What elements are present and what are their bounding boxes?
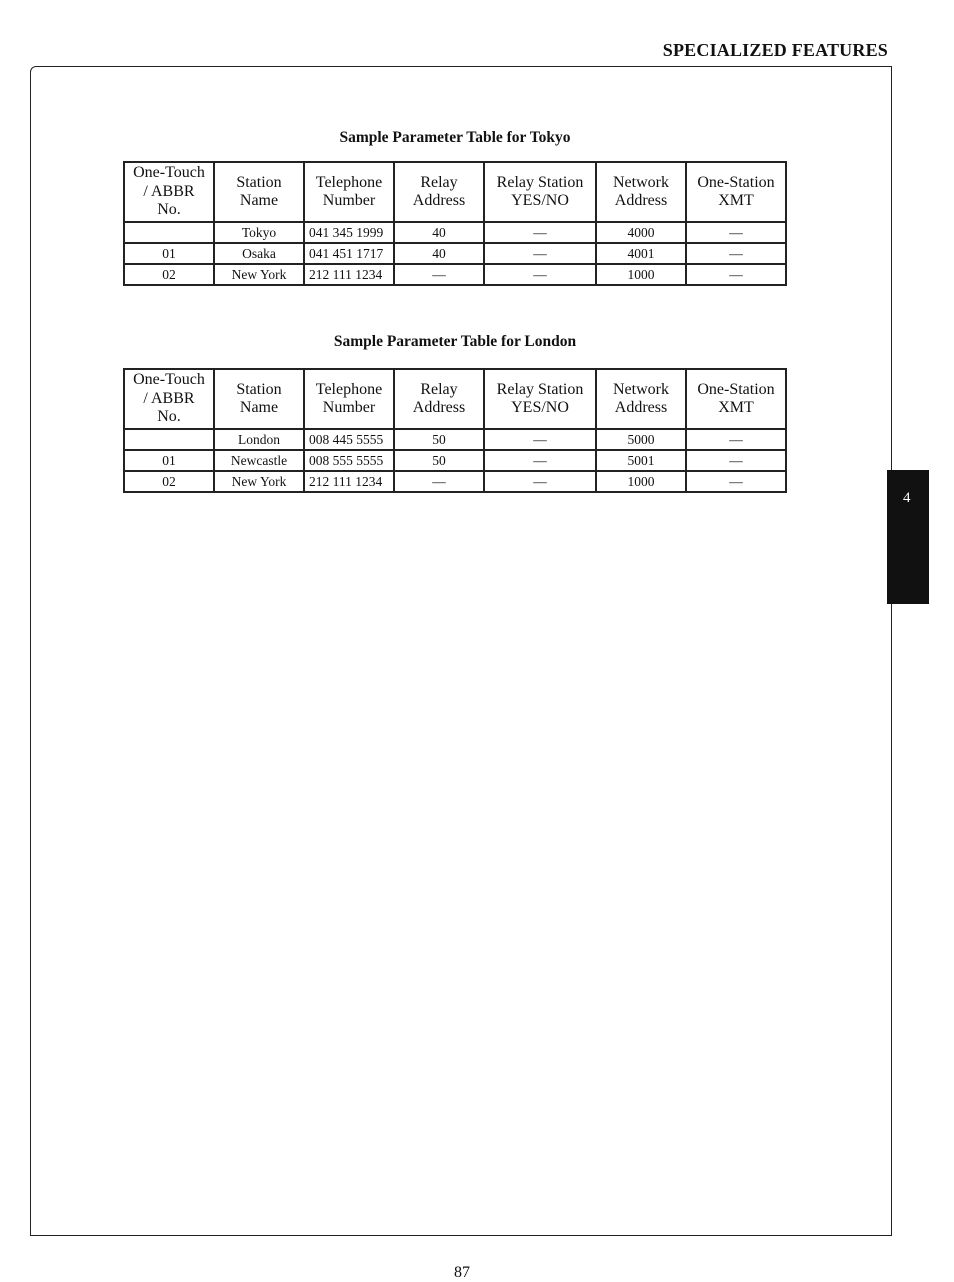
cell-relay-station: — [484, 243, 596, 264]
cell-station-name: New York [214, 471, 304, 492]
header-relay-address: Relay Address [394, 369, 484, 429]
cell-station-name: New York [214, 264, 304, 285]
header-station-name: Station Name [214, 162, 304, 222]
cell-one-station-xmt: — [686, 471, 786, 492]
table-row [124, 450, 786, 471]
header-one-station-xmt: One-Station XMT [686, 162, 786, 222]
cell-station-name: London [214, 429, 304, 450]
cell-relay-address: 50 [394, 429, 484, 450]
tokyo-table-caption: Sample Parameter Table for Tokyo [339, 129, 571, 146]
cell-relay-address: 50 [394, 450, 484, 471]
header-telephone-number: Telephone Number [304, 162, 394, 222]
table-row [124, 429, 786, 450]
table-row [124, 471, 786, 492]
cell-relay-address: — [394, 264, 484, 285]
cell-one-station-xmt: — [686, 264, 786, 285]
cell-relay-station: — [484, 264, 596, 285]
cell-station-name: Newcastle [214, 450, 304, 471]
cell-abbr-no [124, 222, 214, 243]
cell-telephone: 212 111 1234 [304, 471, 394, 492]
cell-one-station-xmt: — [686, 429, 786, 450]
cell-telephone: 008 445 5555 [304, 429, 394, 450]
cell-network-address: 4001 [596, 243, 686, 264]
cell-station-name: Tokyo [214, 222, 304, 243]
cell-telephone: 008 555 5555 [304, 450, 394, 471]
table-row [124, 264, 786, 285]
london-table-caption: Sample Parameter Table for London [333, 333, 577, 350]
cell-relay-station: — [484, 450, 596, 471]
cell-telephone: 041 451 1717 [304, 243, 394, 264]
cell-relay-station: — [484, 222, 596, 243]
header-station-name: Station Name [214, 369, 304, 429]
table-header-row [124, 369, 786, 429]
header-relay-station: Relay Station YES/NO [484, 162, 596, 222]
header-one-touch-abbr: One-Touch / ABBR No. [124, 162, 214, 222]
cell-relay-address: 40 [394, 222, 484, 243]
tokyo-parameter-table [123, 161, 787, 286]
header-one-station-xmt: One-Station XMT [686, 369, 786, 429]
cell-network-address: 1000 [596, 471, 686, 492]
cell-one-station-xmt: — [686, 450, 786, 471]
cell-abbr-no: 02 [124, 471, 214, 492]
cell-abbr-no: 01 [124, 243, 214, 264]
cell-telephone: 212 111 1234 [304, 264, 394, 285]
table-row [124, 243, 786, 264]
cell-telephone: 041 345 1999 [304, 222, 394, 243]
cell-abbr-no [124, 429, 214, 450]
cell-relay-station: — [484, 471, 596, 492]
cell-relay-address: 40 [394, 243, 484, 264]
cell-network-address: 5001 [596, 450, 686, 471]
cell-relay-station: — [484, 429, 596, 450]
header-relay-station: Relay Station YES/NO [484, 369, 596, 429]
cell-network-address: 4000 [596, 222, 686, 243]
cell-abbr-no: 01 [124, 450, 214, 471]
chapter-tab-label: 4 [903, 490, 911, 506]
cell-one-station-xmt: — [686, 243, 786, 264]
header-telephone-number: Telephone Number [304, 369, 394, 429]
cell-network-address: 5000 [596, 429, 686, 450]
page-number: 87 [454, 1264, 470, 1281]
cell-one-station-xmt: — [686, 222, 786, 243]
london-parameter-table [123, 368, 787, 493]
cell-relay-address: — [394, 471, 484, 492]
chapter-tab [887, 470, 929, 604]
cell-network-address: 1000 [596, 264, 686, 285]
section-title: SPECIALIZED FEATURES [662, 40, 888, 60]
cell-station-name: Osaka [214, 243, 304, 264]
table-header-row [124, 162, 786, 222]
cell-abbr-no: 02 [124, 264, 214, 285]
header-network-address: Network Address [596, 369, 686, 429]
table-row [124, 222, 786, 243]
header-relay-address: Relay Address [394, 162, 484, 222]
header-network-address: Network Address [596, 162, 686, 222]
header-one-touch-abbr: One-Touch / ABBR No. [124, 369, 214, 429]
